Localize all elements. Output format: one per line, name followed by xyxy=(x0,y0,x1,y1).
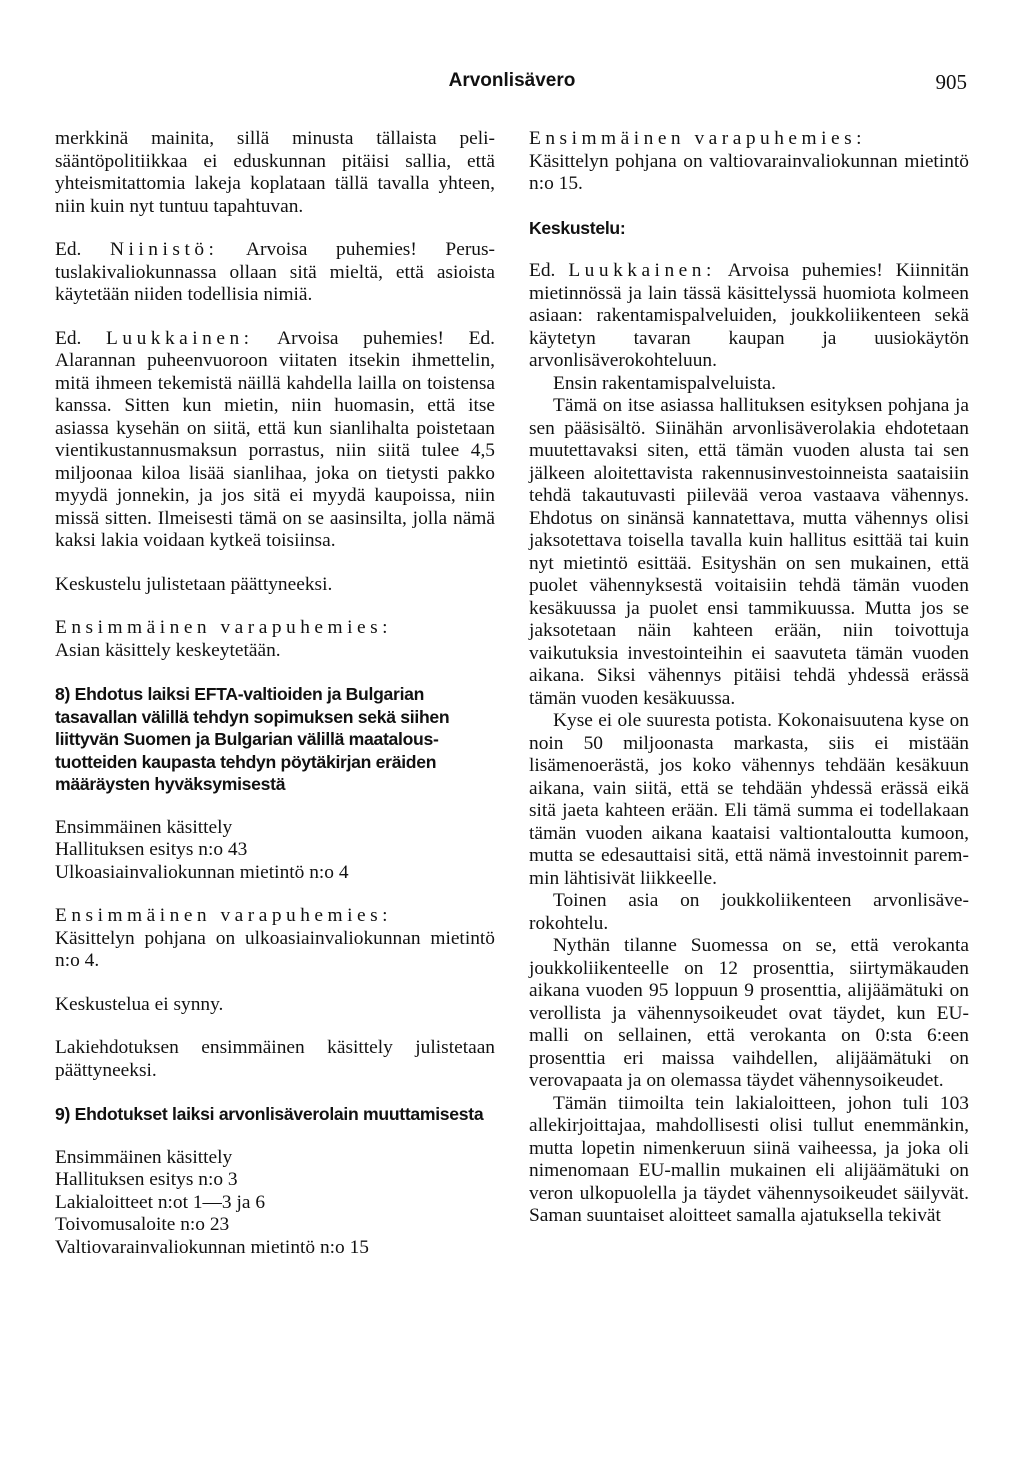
speaker-name: Luukkainen: xyxy=(568,260,716,281)
speaker-name: Luukkainen: xyxy=(106,327,254,349)
statement-text: Käsittelyn pohjana on valtiovarainvaliokunnan mietintö n:o 15. xyxy=(529,150,969,194)
detail-line: Ulkoasiainvaliokunnan mietintö n:o 4 xyxy=(55,861,349,883)
detail-line: Ensimmäinen käsittely xyxy=(55,1146,233,1168)
detail-line: Valtiovarainvaliokunnan mietintö n:o 15 xyxy=(55,1236,369,1258)
page-header xyxy=(0,70,1024,102)
speaker-name: Ensimmäinen varapuhemies: xyxy=(529,128,867,149)
detail-line: Ensimmäinen käsittely xyxy=(55,816,233,838)
paragraph: merkkinä mainita, sillä minusta tällaista pelisääntöpolitiikkaa ei eduskunnan pitäisi sallia, että yhteismitattomia lakeja koplataan tällä tavalla yhteen, niin kuin nyt tuntuu tapahtuvan. xyxy=(55,128,495,217)
agenda-item-8-heading: 8) Ehdotus laiksi EFTA-valtioiden ja Bulgarian tasavallan välillä tehdyn sopimuksen sekä siihen liittyvän Suomen ja Bulgarian välillä maataloustuotteiden kaupasta tehdyn pöytäkirjan eräiden määräysten hyväksymisestä xyxy=(55,684,450,794)
discussion-heading: Keskustelu: xyxy=(529,217,626,238)
paragraph: Keskustelua ei synny. xyxy=(55,993,224,1015)
agenda-item-8-details xyxy=(55,817,495,885)
chair-statement xyxy=(55,617,495,662)
speech-text: Arvoisa puhemies! Kiinnitän mietinnössä ja lain tässä käsittelyssä huomiota kolmeen asiaan: rakentamispalveluiden, joukkoliikenteen sekä käytetyn tavaran kaupan ja uusiokäytön arvonlisäverokohteluun. xyxy=(529,260,969,371)
speaker-prefix: Ed. xyxy=(529,260,556,281)
speaker-prefix: Ed. xyxy=(55,239,82,260)
running-title: Arvonlisävero xyxy=(448,70,576,91)
statement-text: Käsittelyn pohjana on ulkoasiainvaliokunnan mietintö n:o 4. xyxy=(55,927,495,971)
speaker-name: Ensimmäinen varapuhemies: xyxy=(55,617,393,638)
left-column xyxy=(55,128,495,1280)
paragraph: Toinen asia on joukkoliikenteen arvonlisäverokohtelu. xyxy=(529,890,969,934)
paragraph: Lakiehdotuksen ensimmäinen käsittely julistetaan päättyneeksi. xyxy=(55,1037,495,1081)
detail-line: Hallituksen esitys n:o 3 xyxy=(55,1169,238,1190)
speech-niinisto xyxy=(55,239,495,307)
right-column xyxy=(529,128,969,1228)
speech-text: Arvoisa puhemies! Ed. Alarannan puheenvuoroon viitaten itsekin ihmettelin, mitä ihmeen tekemistä näillä kahdella lailla on toistensa kanssa. Sitten kun mietin, niin huomasin, että itse asiassa kysehän on siitä, että kun sianlihalta poistetaan vientikustannusmaksun porrastus, niin siitä tulee 4,5 miljoonaa kiloa lisää sianlihaa, joka on tietysti pakko myydä jonnekin, ja jos sitä ei myydä kaupoissa, niin missä sitten. Ilmeisesti tämä on se aasinsilta, jolla nämä kaksi lakia voidaan kytkeä toisiinsa. xyxy=(55,327,495,551)
detail-line: Lakialoitteet n:ot 1—3 ja 6 xyxy=(55,1191,266,1213)
paragraph: Kyse ei ole suuresta potista. Kokonaisuutena kyse on noin 50 miljoonasta markasta, siis ei mistään lisämenoerästä, jos koko vähennys tehdään kesäkuun aikana, vain siitä, että se tehdään yhdessä erässä eikä sitä jaeta kahteen erään. Eli tämä summa ei todellakaan tämän vuoden aikana kaataisi valtiontaloutta kumoon, mutta se edesauttaisi sitä, että nämä investoinnit paremmin lähtisivät liikkeelle. xyxy=(529,710,969,889)
paragraph: Keskustelu julistetaan päättyneeksi. xyxy=(55,573,333,595)
statement-text: Asian käsittely keskeytetään. xyxy=(55,639,281,661)
speaker-name: Niinistö: xyxy=(110,239,219,260)
speaker-name: Ensimmäinen varapuhemies: xyxy=(55,905,393,926)
speaker-prefix: Ed. xyxy=(55,327,82,349)
chair-statement xyxy=(55,905,495,973)
speech-luukkainen xyxy=(529,260,969,373)
paragraph: Tämä on itse asiassa hallituksen esityksen pohjana ja sen pääsisältö. Siinähän arvonlisäverolakia ehdotetaan muutettavaksi siten, että tämän vuoden alusta tai sen jälkeen aloitettavista rakennusinvestoinneista saataisiin tehdä takautuvasti piilevää veroa vastaava vähennys. Ehdotus on sinänsä kannatettava, mutta vähennys olisi jaksotettava toisella tavalla kuin hallitus esittää tai kuin nyt mietintö esittää. Esityshän on sen mukainen, että puolet vähennyksestä voitaisiin tehdä tämän vuoden kesäkuussa ja puolet ensi tammikuussa. Mutta jos se jaksotetaan näin kahteen erään, niin toivottuja vaikutuksia investointeihin ei saavuteta tämän vuoden aikana. Siksi vähennys pitäisi tehdä yhdessä erässä tämän vuoden kesäkuussa. xyxy=(529,395,969,709)
paragraph: Ensin rakentamispalveluista. xyxy=(553,372,776,394)
speech-text: Arvoisa puhemies! Perustuslakivaliokunnassa ollaan sitä mieltä, että asioista käytetään niiden todellisia nimiä. xyxy=(55,239,495,305)
agenda-item-9-heading: 9) Ehdotukset laiksi arvonlisäverolain muuttamisesta xyxy=(55,1104,484,1124)
detail-line: Hallituksen esitys n:o 43 xyxy=(55,839,248,860)
paragraph: Tämän tiimoilta tein lakialoitteen, johon tuli 103 allekirjoittajaa, mahdollisesti olisi tullut enemmänkin, mutta lopetin nimenkeruun siinä vaiheessa, ja joka oli nimenomaan EU-mallin mukainen eli alijäämätuki on veron ulkopuolella ja täydet vähennysoikeudet säilyvät. Saman suuntaiset aloitteet samalla ajatuksella tekivät xyxy=(529,1092,969,1226)
paragraph: Nythän tilanne Suomessa on se, että verokanta joukkoliikenteelle on 12 prosenttia, siirtymäkauden aikana vuoden 95 loppuun 9 prosenttia, alijäämätuki on verollista ja vähennysoikeudet ovat täydet, kun EU-malli on sellainen, että verokanta on 0:sta 6:een prosenttia eri maissa vaihdellen, alijäämätuki on verovapaata ja on olemassa täydet vähennysoikeudet. xyxy=(529,935,969,1091)
agenda-item-9-details xyxy=(55,1147,495,1260)
detail-line: Toivomusaloite n:o 23 xyxy=(55,1214,230,1235)
speech-luukkainen xyxy=(55,328,495,553)
page-number: 905 xyxy=(935,70,967,94)
chair-statement xyxy=(529,128,969,196)
